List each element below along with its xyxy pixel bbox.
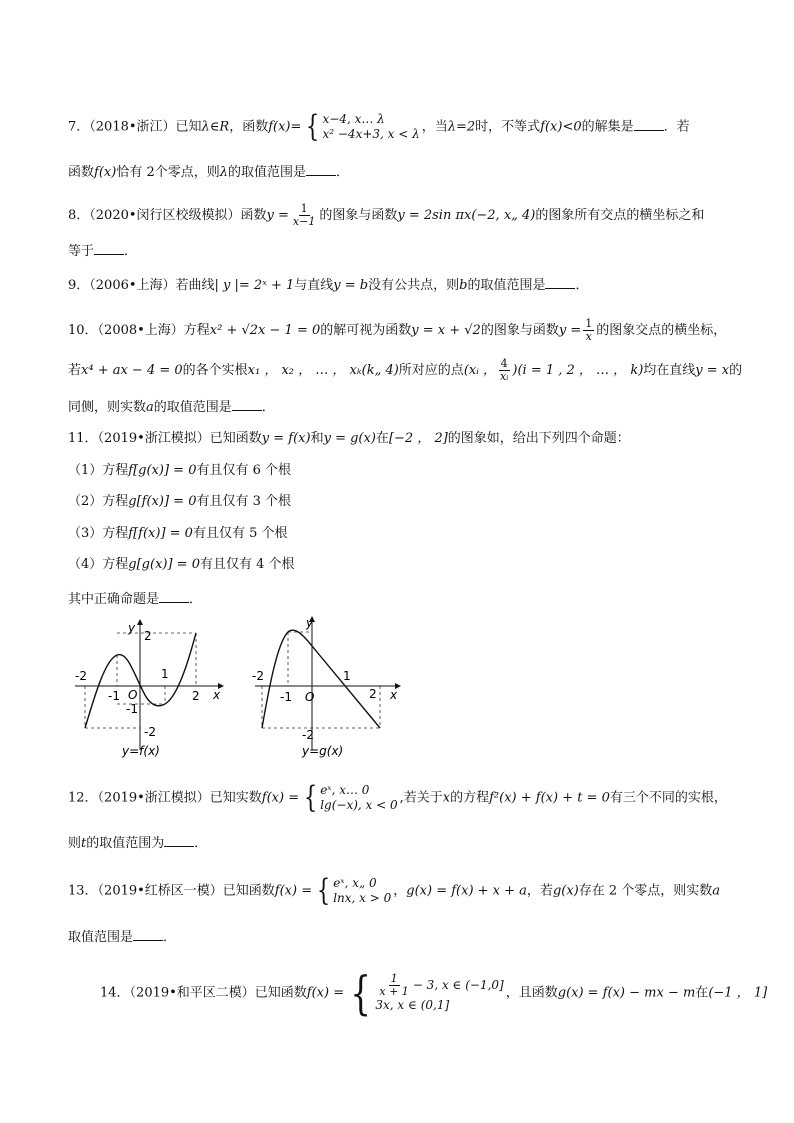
q8-text: 的图象与函数 <box>319 208 398 223</box>
q11-item <box>68 462 291 480</box>
tick-label: 2 <box>369 687 377 701</box>
q10-math: x⁴ + ax − 4 = 0 <box>81 363 183 378</box>
q9-text: 没有公共点，则 <box>368 278 460 293</box>
item-number: （2）方程 <box>68 494 129 509</box>
q12-math: t <box>81 836 87 851</box>
q11-line <box>68 430 630 448</box>
graph-f <box>70 615 230 760</box>
answer-blank[interactable] <box>545 276 575 289</box>
piecewise <box>314 873 392 908</box>
tick-label: 2 <box>192 689 200 703</box>
denominator: x <box>585 330 592 343</box>
q11-text: 的图象如，给出下列四个命题： <box>447 431 630 446</box>
origin-label: O <box>128 688 138 702</box>
item-number: （4）方程 <box>68 557 129 572</box>
q9-line <box>68 276 588 295</box>
q10-text: 的各个实根 <box>182 363 248 378</box>
q13-text: ， <box>393 883 407 899</box>
q11-item <box>68 493 291 511</box>
tick-label: -2 <box>144 725 156 739</box>
denominator: x + 1 <box>379 985 409 998</box>
answer-blank[interactable] <box>634 118 664 131</box>
q7-text: 的取值范围是 <box>227 165 306 180</box>
q11-text: ． <box>189 592 203 607</box>
case: lnx, x > 0 <box>333 891 392 905</box>
q14-text: ，且函数 <box>505 985 558 1001</box>
answer-blank[interactable] <box>306 163 336 176</box>
q9-math: | y |= 2ˣ + 1 <box>214 278 295 293</box>
q13-text: 13．（2019•红桥区一模）已知函数 <box>68 883 275 899</box>
q13-text: 取值范围是 <box>68 930 134 945</box>
item-text: 有且仅有 6 个根 <box>196 463 292 478</box>
tick-label: -1 <box>108 689 120 703</box>
q7-line1 <box>68 109 690 144</box>
q7-math: f(x)= <box>268 119 302 135</box>
item-equation: g[f(x)] = 0 <box>128 494 197 509</box>
q7-math: λ=2 <box>447 119 476 135</box>
q9-math: b <box>459 278 468 293</box>
piecewise <box>303 109 420 144</box>
q8-line1 <box>68 203 704 228</box>
q11-conclusion <box>68 590 202 609</box>
item-equation: f[f(x)] = 0 <box>128 526 193 541</box>
q10-text: 若 <box>68 363 82 378</box>
q11-math: y = f(x) <box>261 431 311 446</box>
q14-math: g(x) = f(x) − mx − m <box>557 985 696 1001</box>
q10-text: 的取值范围是 <box>153 400 232 415</box>
q11-item <box>68 525 288 543</box>
piecewise <box>346 966 504 1020</box>
answer-blank[interactable] <box>159 590 189 603</box>
y-label: y <box>128 621 136 635</box>
q14-text: 14．（2019•和平区二模）已知函数 <box>100 985 307 1001</box>
denominator: xᵢ <box>499 370 509 383</box>
q11-text: 其中正确命题是 <box>68 592 160 607</box>
q14-line1 <box>100 966 768 1020</box>
q13-text: ，若 <box>526 883 553 899</box>
q7-math: λ <box>219 165 228 180</box>
q11-text: 11．（2019•浙江模拟）已知函数 <box>68 431 262 446</box>
q7-math: f(x)<0 <box>540 119 582 135</box>
q10-line2 <box>68 358 742 383</box>
case <box>375 973 503 998</box>
q12-line2 <box>68 834 207 853</box>
y-arrow <box>137 619 143 625</box>
case: eˣ, x„ 0 <box>333 876 377 890</box>
q13-math: a <box>712 883 721 899</box>
q10-text: ． <box>261 400 275 415</box>
graph-g <box>250 612 410 760</box>
item-text: 有且仅有 4 个根 <box>199 557 295 572</box>
q10-math: a <box>146 400 154 415</box>
q10-line3 <box>68 398 275 417</box>
tick-label: -2 <box>252 669 264 683</box>
item-text: 有且仅有 5 个根 <box>192 526 288 541</box>
q11-math: [−2 ， 2] <box>388 431 448 446</box>
q10-math: (xᵢ ， <box>463 363 496 378</box>
q7-text: ．若 <box>663 119 690 135</box>
q14-text: 在 <box>695 985 709 1001</box>
q13-line2 <box>68 928 176 947</box>
q7-math: f(x) <box>94 165 117 180</box>
q7-line2 <box>68 163 349 182</box>
numerator: 1 <box>390 972 398 985</box>
q14-math: (−1 ， 1] <box>708 985 768 1001</box>
x-label: x <box>390 688 398 702</box>
q7-text: ． <box>335 165 349 180</box>
q11-text: 和 <box>310 431 324 446</box>
q7-text: 函数 <box>68 165 95 180</box>
q11-item <box>68 556 295 574</box>
q10-text: 均在直线 <box>643 363 696 378</box>
item-number: （1）方程 <box>68 463 129 478</box>
brace: { <box>306 109 320 144</box>
tick-label: 2 <box>144 629 152 643</box>
x-label: x <box>213 688 221 702</box>
item-number: （3）方程 <box>68 526 129 541</box>
q11-math: y = g(x) <box>323 431 376 446</box>
case-tail: − 3, x ∈ (−1,0] <box>412 978 504 992</box>
q10-text: 的解可视为函数 <box>320 323 412 338</box>
answer-blank[interactable] <box>94 242 124 255</box>
answer-blank[interactable] <box>232 398 262 411</box>
q13-math: g(x) <box>552 883 579 899</box>
case: 3x, x ∈ (0,1] <box>375 998 450 1012</box>
item-equation: g[g(x)] = 0 <box>128 557 200 572</box>
tick-label: -1 <box>280 690 292 704</box>
q10-text: 的图象与函数 <box>480 323 559 338</box>
brace: { <box>303 780 318 815</box>
item-equation: f[g(x)] = 0 <box>128 463 197 478</box>
q7-text: ，函数 <box>229 119 269 135</box>
q10-math: y = x + √2 <box>411 323 481 338</box>
q12-text: 的方程 <box>450 790 490 806</box>
q8-text: 8．（2020•闵行区校级模拟）函数 <box>68 208 267 223</box>
q13-math: f(x) = <box>274 883 313 899</box>
fraction <box>583 318 594 343</box>
q8-math: y = <box>266 208 289 223</box>
q12-text: 12．（2019•浙江模拟）已知实数 <box>68 790 262 806</box>
q10-math: y = x <box>695 363 730 378</box>
tick-label: -2 <box>75 669 87 683</box>
q7-text: ，当 <box>421 119 448 135</box>
q10-text: 的图象交点的横坐标， <box>596 323 727 338</box>
q12-text: 的取值范围为 <box>86 836 165 851</box>
q10-text: 的 <box>729 363 743 378</box>
q8-text: ． <box>124 244 138 259</box>
answer-blank[interactable] <box>133 928 163 941</box>
q7-text: 的解集是 <box>581 119 634 135</box>
q11-text: 在 <box>375 431 389 446</box>
q12-math: x <box>442 790 451 806</box>
curve-g <box>262 630 380 728</box>
tick-label: -1 <box>126 702 138 716</box>
q14-math: f(x) = <box>306 985 345 1001</box>
q13-text: 存在 2 个零点，则实数 <box>578 883 713 899</box>
denominator: x−1 <box>292 215 316 228</box>
item-text: 有且仅有 3 个根 <box>196 494 292 509</box>
numerator: 4 <box>500 357 508 370</box>
q10-text: 同侧，则实数 <box>68 400 147 415</box>
case: eˣ, x… 0 <box>320 783 370 797</box>
tick-label: -2 <box>302 728 314 742</box>
q7-math: λ∈R <box>201 119 230 135</box>
q13-line1 <box>68 873 721 908</box>
q9-text: 9．（2006•上海）若曲线 <box>68 278 215 293</box>
q12-line1 <box>68 780 727 815</box>
q10-math: y = <box>558 323 582 338</box>
y-label: y <box>306 616 314 630</box>
tick-label: 1 <box>161 667 169 681</box>
caption: y=f(x) <box>122 744 160 758</box>
q10-line1 <box>68 318 726 343</box>
q12-math: f(x) = <box>261 790 300 806</box>
q12-text: ,若关于 <box>399 790 443 806</box>
q9-text: 与直线 <box>294 278 334 293</box>
piecewise <box>301 780 398 815</box>
brace: { <box>350 966 371 1020</box>
q7-text: 7．（2018•浙江）已知 <box>68 119 202 135</box>
case: x−4, x… λ <box>322 112 385 126</box>
q13-text: ． <box>163 930 177 945</box>
q12-text: ． <box>194 836 208 851</box>
q7-text: 时，不等式 <box>475 119 541 135</box>
brace: { <box>316 873 331 908</box>
q12-text: 有三个不同的实根， <box>609 790 727 806</box>
q10-math: x₁ ， x₂ ， … ， xₖ(k„ 4) <box>247 363 399 378</box>
case: x² −4x+3, x < λ <box>322 127 420 141</box>
q9-math: y = b <box>333 278 369 293</box>
fraction <box>377 973 410 998</box>
origin-label: O <box>305 690 315 704</box>
q10-text: 所对应的点 <box>398 363 464 378</box>
numerator: 1 <box>300 202 308 215</box>
q10-text: 10．（2008•上海）方程 <box>68 323 210 338</box>
q8-text: 等于 <box>68 244 95 259</box>
answer-blank[interactable] <box>164 834 194 847</box>
caption: y=g(x) <box>302 744 344 758</box>
q9-text: ． <box>575 278 589 293</box>
fraction <box>498 358 510 383</box>
q10-math: x² + √2x − 1 = 0 <box>209 323 321 338</box>
q8-math: y = 2sin πx(−2, x„ 4) <box>397 208 536 223</box>
q12-text: 则 <box>68 836 82 851</box>
q8-line2 <box>68 242 137 261</box>
numerator: 1 <box>585 317 593 330</box>
fraction <box>291 203 317 228</box>
case: lg(−x), x < 0 <box>320 798 398 812</box>
q10-math: )(i = 1 , 2 ， … ， k) <box>512 363 644 378</box>
q13-math: g(x) = f(x) + x + a <box>406 883 527 899</box>
q7-text: 恰有 2个零点，则 <box>116 165 220 180</box>
tick-label: 1 <box>343 669 351 683</box>
q9-text: 的取值范围是 <box>467 278 546 293</box>
q12-math: f²(x) + f(x) + t = 0 <box>489 790 610 806</box>
q8-text: 的图象所有交点的横坐标之和 <box>535 208 705 223</box>
